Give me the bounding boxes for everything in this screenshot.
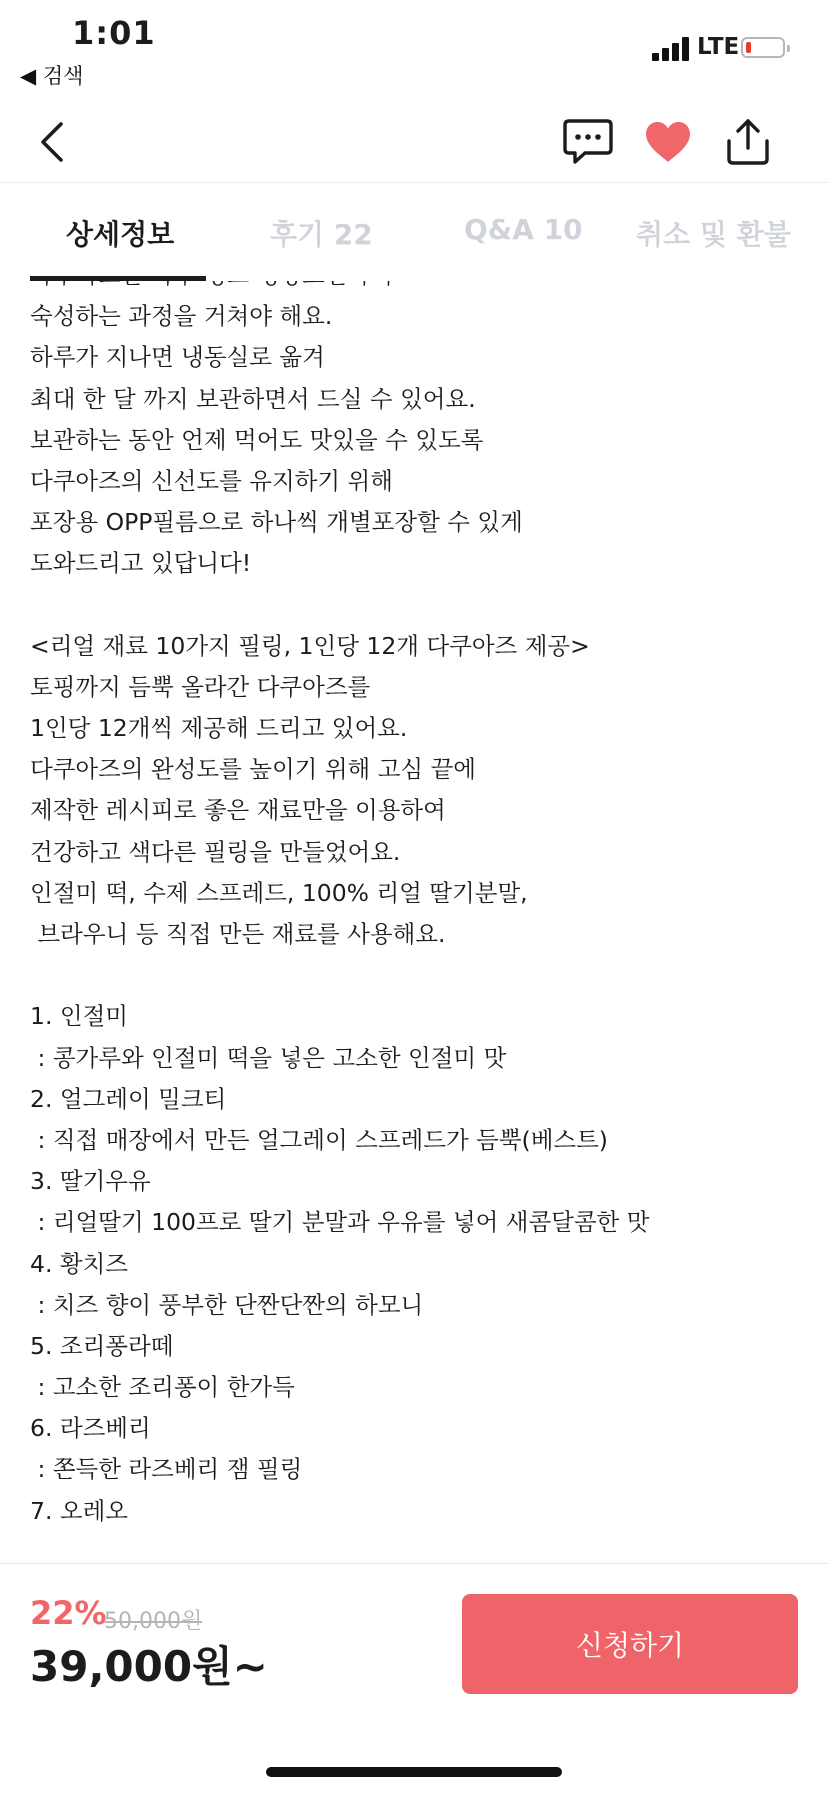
description-line: 인절미 떡, 수제 스프레드, 100% 리얼 딸기분말, xyxy=(30,878,528,907)
description-line xyxy=(30,585,810,626)
description-line: 4. 황치즈 xyxy=(30,1249,128,1278)
description-line: <리얼 재료 10가지 필링, 1인당 12개 다쿠아즈 제공> xyxy=(30,631,590,660)
cellular-signal-icon xyxy=(652,37,692,61)
original-price: 50,000원 xyxy=(104,1609,203,1634)
description-line: 토핑까지 듬뿍 올라간 다쿠아즈를 xyxy=(30,672,371,701)
chat-button[interactable] xyxy=(558,112,618,172)
description-line: 하루가 지나면 냉동실로 옮겨 xyxy=(30,343,325,372)
description-text xyxy=(30,255,810,1532)
description-line: 5. 조리퐁라떼 xyxy=(30,1331,174,1360)
description-line: 최대 한 달 까지 보관하면서 드실 수 있어요. xyxy=(30,384,476,413)
chevron-left-icon xyxy=(35,120,69,164)
purchase-bar xyxy=(0,1563,828,1793)
back-button[interactable] xyxy=(22,112,82,172)
status-bar xyxy=(0,0,828,100)
discount-rate: 22% xyxy=(30,1594,107,1632)
description-line xyxy=(30,955,810,996)
apply-button[interactable]: 신청하기 xyxy=(462,1594,798,1694)
description-line: 보관하는 동안 언제 먹어도 맛있을 수 있도록 xyxy=(30,425,484,454)
product-description[interactable] xyxy=(0,281,828,1564)
sale-price: 39,000원~ xyxy=(30,1642,268,1691)
description-line: 3. 딸기우유 xyxy=(30,1167,151,1196)
description-line: 1인당 12개씩 제공해 드리고 있어요. xyxy=(30,714,408,743)
tab-details[interactable]: 상세정보 xyxy=(66,218,175,251)
description-line: 건강하고 색다른 필링을 만들었어요. xyxy=(30,837,401,866)
description-line: 도와드리고 있답니다! xyxy=(30,549,252,578)
status-time: 1:01 xyxy=(72,14,156,52)
navigation-bar xyxy=(0,100,828,183)
like-button[interactable] xyxy=(638,112,698,172)
description-line: 포장용 OPP필름으로 하나씩 개별포장할 수 있게 xyxy=(30,508,523,537)
network-type: LTE xyxy=(697,34,740,60)
tab-reviews[interactable]: 후기 22 xyxy=(270,218,373,251)
tab-qna[interactable]: Q&A 10 xyxy=(464,213,583,246)
tab-bar xyxy=(0,183,828,281)
share-icon xyxy=(724,117,772,167)
description-line: : 직접 매장에서 만든 얼그레이 스프레드가 듬뿍(베스트) xyxy=(30,1125,608,1154)
description-line: : 쫀득한 라즈베리 잼 필링 xyxy=(30,1455,303,1484)
description-line: 7. 오레오 xyxy=(30,1496,128,1525)
home-indicator[interactable] xyxy=(266,1767,562,1777)
back-to-app-link[interactable]: ◀ 검색 xyxy=(20,64,84,88)
tab-refund-policy[interactable]: 취소 및 환불 xyxy=(636,218,791,251)
active-tab-indicator xyxy=(30,276,206,281)
heart-icon xyxy=(643,120,693,164)
battery-icon xyxy=(741,37,785,58)
description-line: : 고소한 조리퐁이 한가득 xyxy=(30,1373,295,1402)
share-button[interactable] xyxy=(718,112,778,172)
description-line: 다쿠아즈의 완성도를 높이기 위해 고심 끝에 xyxy=(30,755,476,784)
description-line: : 콩가루와 인절미 떡을 넣은 고소한 인절미 맛 xyxy=(30,1043,507,1072)
description-line: 2. 얼그레이 밀크티 xyxy=(30,1084,227,1113)
description-line: : 치즈 향이 풍부한 단짠단짠의 하모니 xyxy=(30,1290,424,1319)
description-line: 브라우니 등 직접 만든 재료를 사용해요. xyxy=(30,920,446,948)
chat-bubble-icon xyxy=(561,117,615,167)
description-line: 6. 라즈베리 xyxy=(30,1414,151,1443)
description-line: 다쿠아즈의 신선도를 유지하기 위해 xyxy=(30,466,393,495)
description-line: 제작한 레시피로 좋은 재료만을 이용하여 xyxy=(30,796,446,825)
description-line: : 리얼딸기 100프로 딸기 분말과 우유를 넣어 새콤달콤한 맛 xyxy=(30,1208,650,1237)
description-line: 숙성하는 과정을 거쳐야 해요. xyxy=(30,302,333,331)
description-line: 1. 인절미 xyxy=(30,1002,128,1031)
